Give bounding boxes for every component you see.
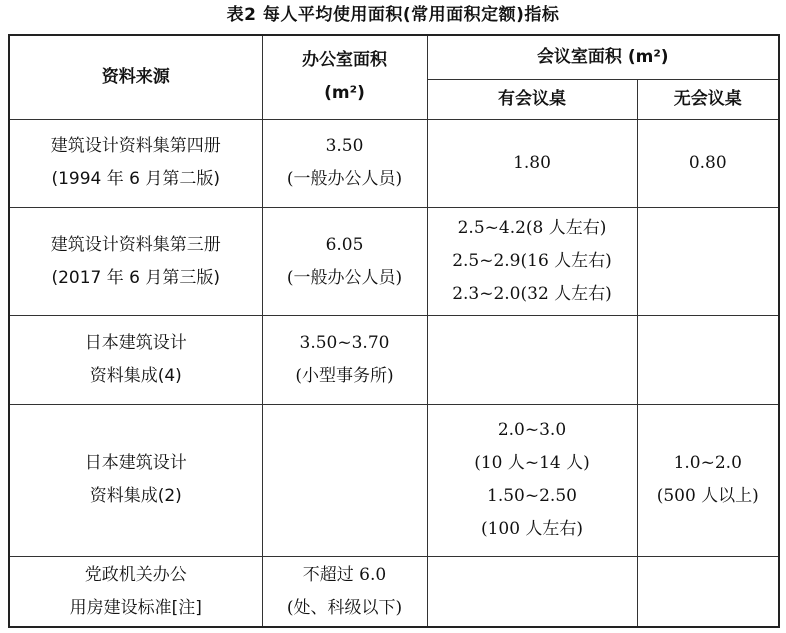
with-table-line: 2.5~2.9(16 人左右) <box>452 251 612 272</box>
with-table-line: (100 人左右) <box>480 519 584 540</box>
without-table-line: (500 人以上) <box>656 486 759 507</box>
header-office-title: 办公室面积 <box>302 50 387 71</box>
source-line: 日本建筑设计 <box>84 332 187 353</box>
cell-office <box>262 557 427 627</box>
table-row <box>9 316 779 404</box>
office-line: 不超过 6.0 <box>302 564 387 585</box>
source-line: 资料集成(4) <box>89 365 182 386</box>
table-caption: 表2 每人平均使用面积(常用面积定额)指标 <box>226 5 560 25</box>
cell-with-table <box>427 207 637 315</box>
cell-without-table <box>637 404 779 557</box>
source-line: 日本建筑设计 <box>84 453 187 474</box>
with-table-line: 2.5~4.2(8 人左右) <box>457 218 607 239</box>
source-line: 资料集成(2) <box>89 486 182 507</box>
cell-office <box>262 119 427 207</box>
header-without-table: 无会议桌 <box>637 79 779 119</box>
office-line: (小型事务所) <box>295 365 394 386</box>
cell-source <box>9 316 262 404</box>
source-line: (1994 年 6 月第二版) <box>51 169 221 190</box>
with-table-line: 1.80 <box>513 152 551 173</box>
cell-without-table <box>637 557 779 627</box>
cell-office <box>262 316 427 404</box>
cell-with-table <box>427 557 637 627</box>
header-meeting-area: 会议室面积 (m²) <box>427 35 779 79</box>
cell-source <box>9 207 262 315</box>
cell-without-table <box>637 119 779 207</box>
without-table-line: 0.80 <box>688 152 727 173</box>
cell-with-table <box>427 404 637 557</box>
header-office-area <box>262 35 427 119</box>
with-table-line: 2.3~2.0(32 人左右) <box>452 284 612 305</box>
with-table-line: 1.50~2.50 <box>487 486 577 507</box>
source-line: 党政机关办公 <box>84 564 187 585</box>
table-body <box>9 119 779 627</box>
cell-with-table <box>427 316 637 404</box>
office-line: 6.05 <box>325 234 364 255</box>
cell-office <box>262 207 427 315</box>
office-line: (一般办公人员) <box>286 169 403 190</box>
office-line: (一般办公人员) <box>286 267 403 288</box>
area-index-table <box>8 34 780 628</box>
header-office-unit: (m²) <box>324 83 365 104</box>
with-table-line: (10 人~14 人) <box>474 453 590 474</box>
cell-office <box>262 404 427 557</box>
table-row <box>9 557 779 627</box>
header-source: 资料来源 <box>9 35 262 119</box>
office-line: (处、科级以下) <box>286 597 403 618</box>
with-table-line: 2.0~3.0 <box>497 420 567 441</box>
cell-without-table <box>637 207 779 315</box>
without-table-line: 1.0~2.0 <box>673 453 742 474</box>
table-row <box>9 404 779 557</box>
cell-with-table <box>427 119 637 207</box>
cell-source <box>9 557 262 627</box>
source-line: 建筑设计资料集第四册 <box>50 136 221 157</box>
office-line: 3.50~3.70 <box>299 332 390 353</box>
source-line: (2017 年 6 月第三版) <box>51 267 221 288</box>
table-row <box>9 119 779 207</box>
source-line: 用房建设标准[注] <box>69 597 202 618</box>
cell-source <box>9 404 262 557</box>
source-line: 建筑设计资料集第三册 <box>50 234 221 255</box>
cell-without-table <box>637 316 779 404</box>
header-with-table: 有会议桌 <box>427 79 637 119</box>
office-line: 3.50 <box>325 136 364 157</box>
cell-source <box>9 119 262 207</box>
table-row <box>9 207 779 315</box>
